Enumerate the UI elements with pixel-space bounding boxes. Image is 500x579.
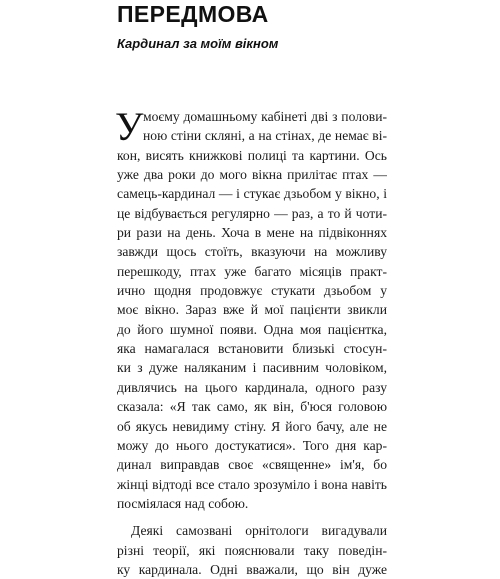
text-line: різні теорії, які пояснювали таку поведін- — [117, 542, 387, 558]
text-line: об якусь невидиму стіну. Я його бачу, але не — [117, 418, 387, 434]
text-line: яка намагалася встановити близькі стосун- — [117, 341, 387, 357]
text-line: можу до нього достукатися». Того дня кар- — [117, 437, 387, 453]
text-line: Деякі самозвані орнітологи вигадували — [131, 523, 387, 539]
text-line: кон, висять книжкові полиці та картини. Ось — [117, 147, 387, 163]
text-line: перешкоду, птах уже багато місяців практ- — [117, 263, 387, 279]
body-text — [115, 104, 387, 579]
paragraph-1 — [115, 104, 387, 513]
text-line: моє вікно. Зараз вже й мої пацієнти звикли — [117, 302, 387, 318]
text-line: жінці відтоді все стало зрозуміло і вона навіть — [117, 476, 387, 492]
chapter-title: ПЕРЕДМОВА — [117, 1, 269, 27]
chapter-subtitle: Кардинал за моїм вікном — [117, 36, 279, 51]
text-line: ки з дуже наляканим і пасивним чоловіком, — [117, 360, 387, 376]
text-line: завжди щось стоїть, вказуючи на можливу — [117, 244, 387, 260]
text-line: самець-кардинал — і стукає дзьобом у вікно, і — [117, 186, 387, 202]
text-line: ку кардинала. Одні вважали, що він дуже — [117, 561, 387, 577]
text-line: ично щодня продовжує стукати дзьобом у — [117, 283, 387, 299]
text-line: ною стіни скляні, а на стінах, де немає ві- — [143, 128, 387, 144]
text-line: до його шумної появи. Одна моя пацієнтка, — [117, 321, 387, 337]
text-line: уже два роки до мого вікна прилітає птах — — [117, 167, 387, 183]
text-line: це відбувається регулярно — раз, а то й чоти- — [117, 205, 387, 221]
text-line: моєму домашньому кабінеті дві з полови- — [143, 109, 387, 124]
text-line: ри рази на день. Хоча в мене на підвіконнях — [117, 225, 387, 241]
text-line: сказала: «Я так само, як він, б'юся головою — [117, 399, 387, 415]
text-line: динал виправдав своє «священне» ім'я, бо — [117, 457, 387, 473]
drop-cap: У — [115, 104, 144, 149]
text-line: дивлячись на цього кардинала, одного разу — [117, 379, 387, 395]
paragraph-2 — [117, 521, 387, 579]
text-line: посміялася над собою. — [117, 495, 249, 511]
